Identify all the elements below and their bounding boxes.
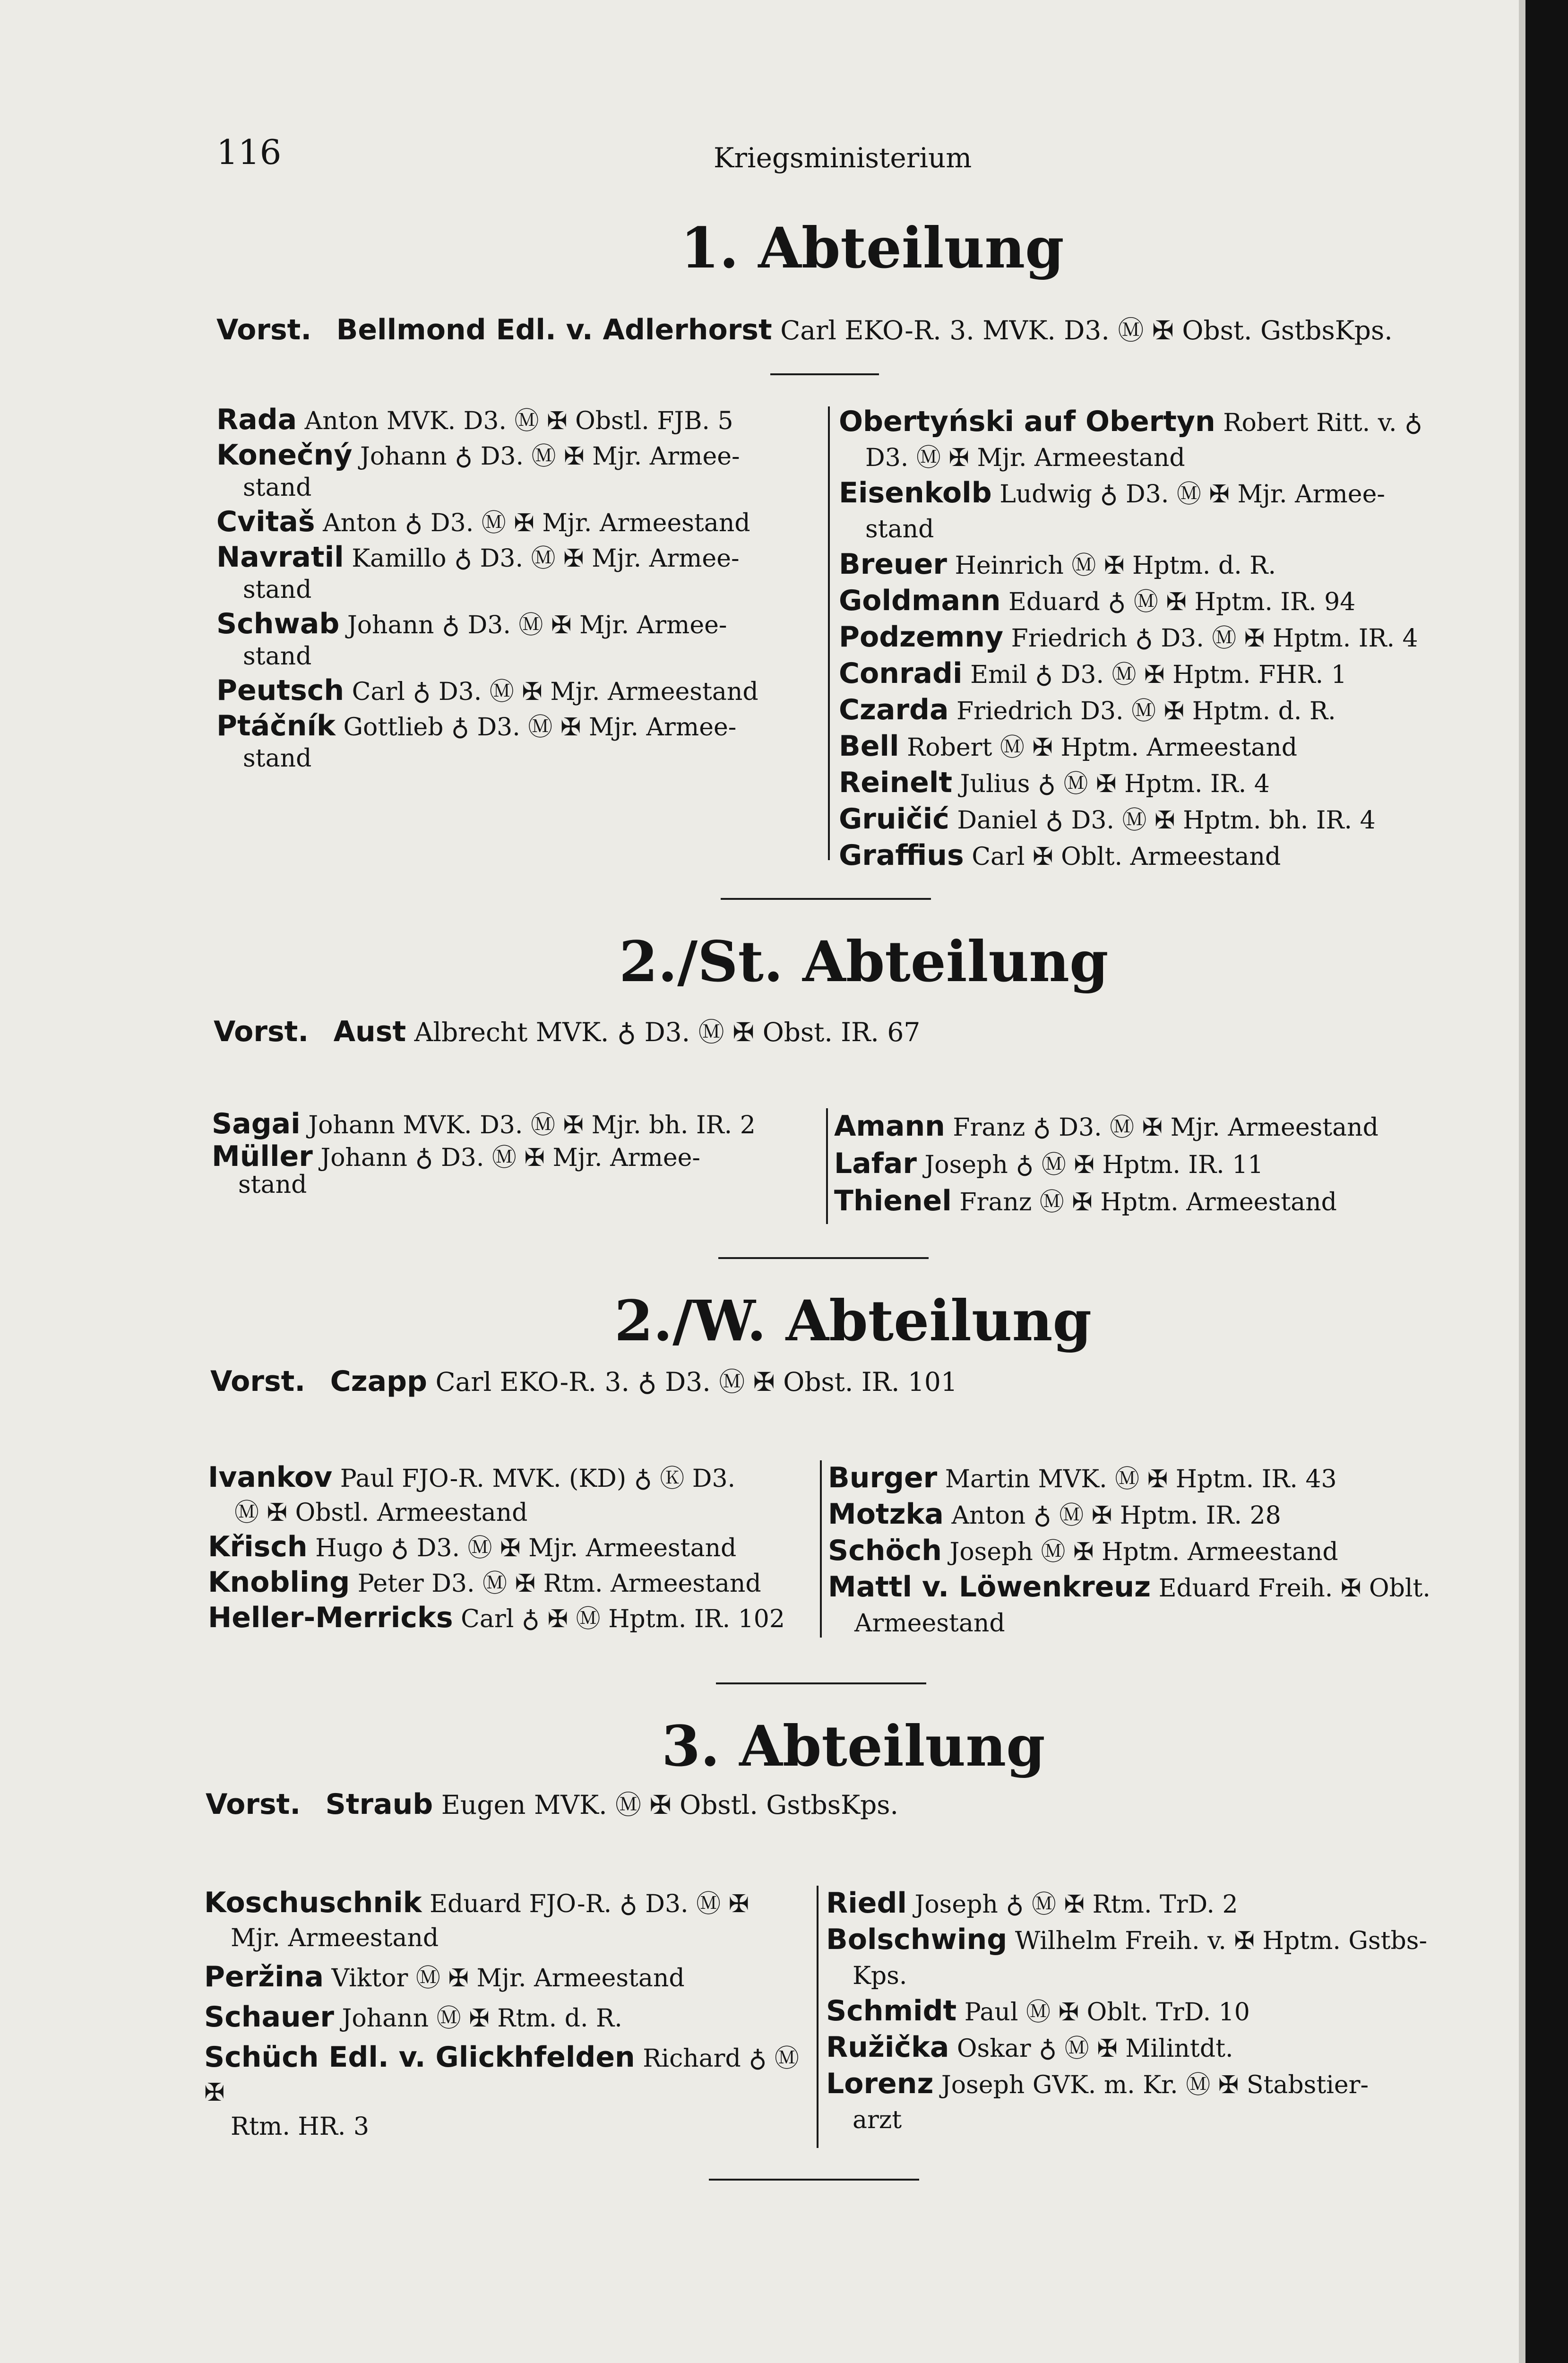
entry-text: Carl ♁ D3. Ⓜ ✠ Mjr. Armeestand: [352, 678, 758, 706]
list-item: [839, 583, 1453, 620]
list-item: [834, 1108, 1448, 1146]
list-item: [204, 2040, 814, 2144]
scan-border-edge: [1519, 0, 1525, 2363]
entry-cont: stand: [243, 474, 312, 502]
list-item: [216, 608, 821, 672]
list-item: [208, 1530, 813, 1565]
entry-text: Carl ♁ ✠ Ⓜ Hptm. IR. 102: [461, 1605, 785, 1633]
entry-text: Joseph GVK. m. Kr. Ⓜ ✠ Stabstier-: [941, 2071, 1369, 2099]
entry-text: Robert Ritt. v. ♁: [1223, 409, 1423, 437]
entry-text: Heinrich Ⓜ ✠ Hptm. d. R.: [955, 552, 1276, 580]
entry-text: Eduard Freih. ✠ Oblt.: [1158, 1574, 1430, 1603]
entry-cont: Armeestand: [854, 1609, 1005, 1638]
entry-name: Bell: [839, 730, 899, 763]
separator-rule: [716, 1682, 926, 1684]
entry-text: Daniel ♁ D3. Ⓜ ✠ Hptm. bh. IR. 4: [957, 806, 1376, 835]
entry-text: Joseph ♁ Ⓜ ✠ Rtm. TrD. 2: [914, 1890, 1238, 1919]
list-item: [828, 1570, 1456, 1641]
entry-name: Navratil: [216, 541, 344, 574]
list-item: [216, 404, 821, 437]
entry-text: Ludwig ♁ D3. Ⓜ ✠ Mjr. Armee-: [999, 480, 1385, 509]
column-divider: [828, 406, 830, 860]
page-number: 116: [216, 132, 282, 172]
list-item: [826, 2066, 1459, 2138]
entry-name: Schüch Edl. v. Glickhfelden: [204, 2041, 635, 2074]
entry-name: Breuer: [839, 548, 948, 581]
entry-name: Gruičić: [839, 802, 949, 836]
vorst-name: Straub: [325, 1788, 433, 1821]
entry-text: Johann ♁ D3. Ⓜ ✠ Mjr. Armee-: [347, 611, 727, 639]
entry-text: Julius ♁ Ⓜ ✠ Hptm. IR. 4: [960, 770, 1270, 798]
entry-name: Ivankov: [208, 1461, 333, 1494]
entry-name: Rada: [216, 403, 297, 436]
vorst-text: Carl EKO-R. 3. ♁ D3. Ⓜ ✠ Obst. IR. 101: [435, 1367, 957, 1397]
list-item: [839, 475, 1453, 547]
list-item: [216, 506, 821, 539]
entry-text: Johann ♁ D3. Ⓜ ✠ Mjr. Armee-: [320, 1144, 700, 1172]
list-item: [208, 1601, 813, 1636]
separator-rule: [721, 898, 931, 900]
entry-name: Schmidt: [826, 1994, 957, 2027]
list-item: [839, 547, 1453, 583]
entry-cont: stand: [243, 744, 312, 773]
entry-cont: stand: [238, 1171, 307, 1199]
entry-name: Konečný: [216, 439, 353, 472]
left-column: [204, 1886, 814, 2144]
vorst-label: Vorst.: [214, 1015, 309, 1048]
entry-name: Peutsch: [216, 674, 345, 707]
separator-rule: [709, 2179, 919, 2181]
vorst-text: Carl EKO-R. 3. MVK. D3. Ⓜ ✠ Obst. GstbsKps.: [780, 315, 1393, 345]
entry-name: Schwab: [216, 607, 340, 640]
entry-name: Sagai: [212, 1107, 301, 1140]
scan-border-right: [1525, 0, 1568, 2363]
section-heading: 1. Abteilung: [681, 215, 1064, 281]
entry-name: Heller-Merricks: [208, 1601, 453, 1634]
entry-cont: stand: [243, 576, 312, 604]
right-column: [839, 404, 1453, 874]
list-item: [208, 1565, 813, 1601]
list-item: [212, 1108, 807, 1141]
vorst-line: [206, 1784, 898, 1821]
entry-name: Conradi: [839, 657, 963, 690]
vorst-label: Vorst.: [206, 1788, 301, 1821]
list-item: [216, 710, 821, 774]
entry-text: Martin MVK. Ⓜ ✠ Hptm. IR. 43: [945, 1465, 1337, 1493]
entry-text: Viktor Ⓜ ✠ Mjr. Armeestand: [331, 1964, 685, 1992]
list-item: [834, 1183, 1448, 1220]
entry-text: Robert Ⓜ ✠ Hptm. Armeestand: [907, 733, 1298, 762]
entry-name: Peržina: [204, 1960, 324, 1993]
section-heading: 3. Abteilung: [662, 1713, 1045, 1779]
entry-name: Ptáčník: [216, 709, 336, 742]
vorst-text: Eugen MVK. Ⓜ ✠ Obstl. GstbsKps.: [441, 1790, 898, 1820]
entry-text: Johann MVK. D3. Ⓜ ✠ Mjr. bh. IR. 2: [308, 1111, 756, 1139]
entry-text: Friedrich D3. Ⓜ ✠ Hptm. d. R.: [956, 697, 1336, 725]
list-item: [839, 729, 1453, 765]
section-heading: 2./W. Abteilung: [614, 1288, 1092, 1354]
section-heading: 2./St. Abteilung: [619, 929, 1109, 994]
vorst-line: [214, 1011, 920, 1049]
vorst-label: Vorst.: [216, 313, 312, 346]
entry-name: Koschuschnik: [204, 1886, 422, 1919]
list-item: [216, 440, 821, 503]
list-item: [212, 1140, 807, 1199]
list-item: [216, 542, 821, 605]
vorst-text: Albrecht MVK. ♁ D3. Ⓜ ✠ Obst. IR. 67: [414, 1017, 921, 1047]
separator-rule: [718, 1257, 929, 1259]
entry-name: Ružička: [826, 2031, 949, 2064]
entry-text: Paul FJO-R. MVK. (KD) ♁ Ⓚ D3.: [340, 1465, 736, 1493]
list-item: [839, 404, 1453, 475]
column-divider: [820, 1460, 822, 1638]
list-item: [208, 1460, 813, 1530]
entry-name: Lafar: [834, 1147, 917, 1180]
entry-text: Joseph ♁ Ⓜ ✠ Hptm. IR. 11: [924, 1151, 1264, 1179]
entry-text: Franz ♁ D3. Ⓜ ✠ Mjr. Armeestand: [953, 1113, 1378, 1142]
list-item: [828, 1460, 1456, 1497]
entry-name: Czarda: [839, 693, 949, 726]
list-item: [839, 656, 1453, 692]
entry-text: Hugo ♁ D3. Ⓜ ✠ Mjr. Armeestand: [315, 1534, 737, 1562]
entry-name: Lorenz: [826, 2067, 934, 2100]
entry-text: Joseph Ⓜ ✠ Hptm. Armeestand: [949, 1538, 1338, 1566]
running-head: Kriegsministerium: [714, 142, 972, 174]
list-item: [839, 838, 1453, 874]
entry-name: Motzka: [828, 1498, 944, 1531]
entry-text: Peter D3. Ⓜ ✠ Rtm. Armeestand: [357, 1570, 761, 1598]
list-item: [204, 1960, 814, 1995]
entry-cont: Ⓜ ✠ Obstl. Armeestand: [234, 1499, 528, 1527]
entry-name: Obertyński auf Obertyn: [839, 405, 1215, 438]
entry-name: Křisch: [208, 1530, 308, 1563]
entry-text: Friedrich ♁ D3. Ⓜ ✠ Hptm. IR. 4: [1011, 624, 1418, 653]
entry-name: Schauer: [204, 2001, 334, 2034]
entry-name: Reinelt: [839, 766, 953, 799]
entry-text: Johann Ⓜ ✠ Rtm. d. R.: [342, 2004, 622, 2033]
list-item: [216, 675, 821, 707]
right-column: [828, 1460, 1456, 1641]
list-item: [826, 1886, 1459, 1922]
entry-cont: D3. Ⓜ ✠ Mjr. Armeestand: [865, 444, 1185, 472]
entry-name: Burger: [828, 1461, 938, 1494]
entry-cont: arzt: [853, 2106, 902, 2134]
column-divider: [826, 1108, 828, 1224]
entry-text: Franz Ⓜ ✠ Hptm. Armeestand: [959, 1188, 1337, 1216]
list-item: [828, 1533, 1456, 1570]
entry-text: Richard ♁ Ⓜ ✠: [204, 2044, 799, 2107]
entry-name: Schöch: [828, 1534, 942, 1567]
list-item: [204, 2000, 814, 2035]
list-item: [204, 1886, 814, 1955]
list-item: [826, 1993, 1459, 2030]
entry-name: Goldmann: [839, 584, 1001, 617]
list-item: [828, 1497, 1456, 1533]
left-column: [208, 1460, 813, 1636]
column-divider: [817, 1886, 818, 2148]
entry-cont: Kps.: [853, 1962, 907, 1990]
entry-text: Gottlieb ♁ D3. Ⓜ ✠ Mjr. Armee-: [343, 713, 737, 742]
list-item: [834, 1146, 1448, 1183]
entry-text: Emil ♁ D3. Ⓜ ✠ Hptm. FHR. 1: [970, 661, 1347, 689]
entry-name: Müller: [212, 1140, 313, 1173]
vorst-name: Aust: [333, 1015, 406, 1048]
entry-cont: stand: [865, 515, 934, 543]
list-item: [839, 802, 1453, 838]
entry-name: Thienel: [834, 1184, 952, 1217]
vorst-label: Vorst.: [210, 1365, 306, 1398]
list-item: [839, 765, 1453, 802]
entry-name: Cvitaš: [216, 505, 315, 538]
entry-name: Amann: [834, 1110, 945, 1143]
entry-name: Riedl: [826, 1887, 907, 1920]
entry-text: Kamillo ♁ D3. Ⓜ ✠ Mjr. Armee-: [352, 544, 740, 573]
entry-name: Knobling: [208, 1566, 350, 1599]
left-column: [212, 1107, 807, 1199]
entry-text: Anton ♁ Ⓜ ✠ Hptm. IR. 28: [951, 1501, 1281, 1530]
list-item: [826, 2030, 1459, 2066]
vorst-name: Czapp: [330, 1365, 427, 1398]
entry-text: Anton ♁ D3. Ⓜ ✠ Mjr. Armeestand: [323, 509, 750, 537]
separator-rule: [770, 373, 879, 375]
entry-name: Podzemny: [839, 621, 1004, 654]
entry-cont: stand: [243, 642, 312, 671]
entry-text: Paul Ⓜ ✠ Oblt. TrD. 10: [964, 1998, 1250, 2027]
entry-text: Eduard ♁ Ⓜ ✠ Hptm. IR. 94: [1008, 588, 1356, 616]
entry-text: Oskar ♁ Ⓜ ✠ Milintdt.: [956, 2035, 1233, 2063]
entry-name: Mattl v. Löwenkreuz: [828, 1570, 1151, 1604]
entry-text: Carl ✠ Oblt. Armeestand: [972, 843, 1281, 871]
left-column: [216, 404, 821, 774]
vorst-name: Bellmond Edl. v. Adlerhorst: [336, 313, 772, 346]
list-item: [839, 692, 1453, 729]
entry-cont: Rtm. HR. 3: [231, 2113, 370, 2141]
entry-text: Wilhelm Freih. v. ✠ Hptm. Gstbs-: [1015, 1927, 1428, 1955]
entry-text: Johann ♁ D3. Ⓜ ✠ Mjr. Armee-: [360, 442, 740, 471]
entry-name: Graffius: [839, 839, 964, 872]
vorst-line: [210, 1361, 957, 1398]
right-column: [834, 1108, 1448, 1220]
entry-cont: Mjr. Armeestand: [231, 1924, 439, 1952]
list-item: [826, 1922, 1459, 1993]
list-item: [839, 620, 1453, 656]
entry-text: Anton MVK. D3. Ⓜ ✠ Obstl. FJB. 5: [304, 407, 733, 435]
entry-name: Bolschwing: [826, 1923, 1008, 1956]
vorst-line: [216, 310, 1393, 347]
entry-text: Eduard FJO-R. ♁ D3. Ⓜ ✠: [430, 1890, 750, 1918]
right-column: [826, 1886, 1459, 2138]
entry-name: Eisenkolb: [839, 476, 992, 509]
